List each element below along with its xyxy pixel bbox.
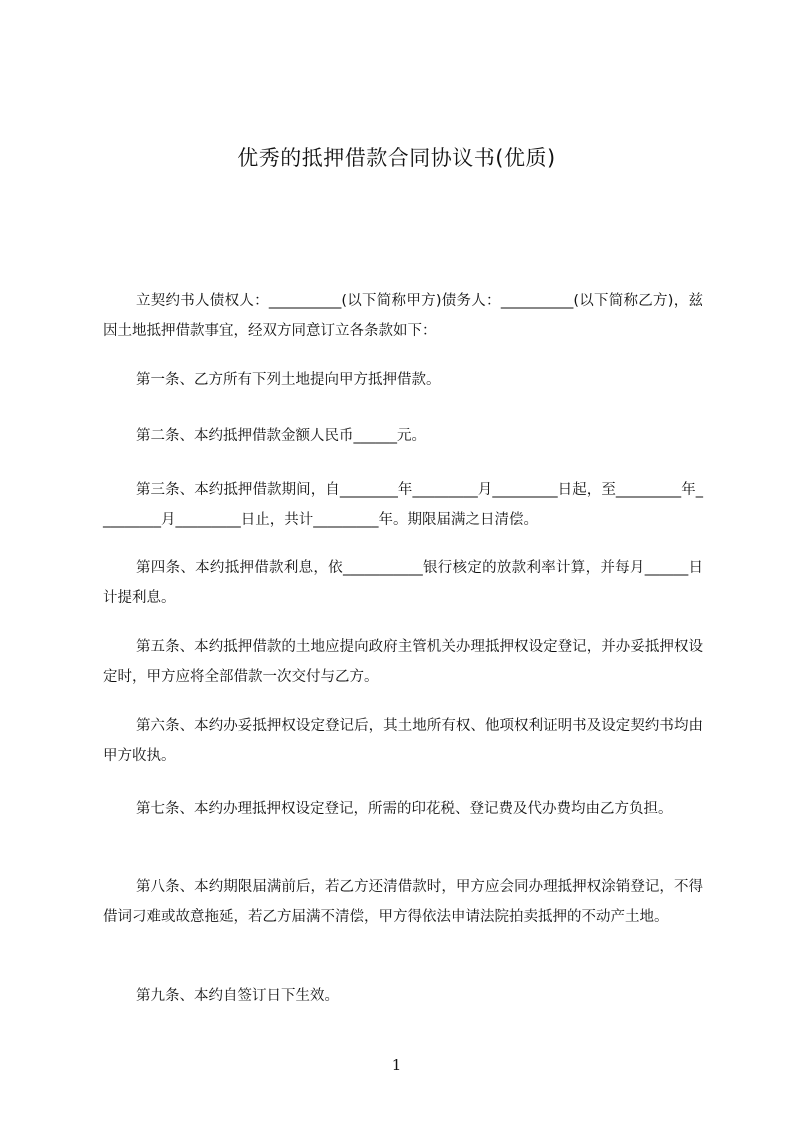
article-7-paragraph: 第七条、本约办理抵押权设定登记，所需的印花税、登记费及代办费均由乙方负担。	[136, 801, 673, 817]
page-number: 1	[391, 1056, 402, 1074]
document-title: 优秀的抵押借款合同协议书(优质)	[237, 146, 556, 170]
article-4-paragraph: 第四条、本约抵押借款利息，依___________银行核定的放款利率计算，并每月______日计提利息。	[103, 560, 703, 606]
article-6-paragraph: 第六条、本约办妥抵押权设定登记后，其土地所有权、他项权利证明书及设定契约书均由甲方收执。	[103, 718, 703, 764]
article-2-paragraph: 第二条、本约抵押借款金额人民币______元。	[136, 428, 426, 444]
article-8-paragraph: 第八条、本约期限届满前后，若乙方还清借款时，甲方应会同办理抵押权涂销登记，不得借词刁难或故意拖延，若乙方届满不清偿，甲方得依法申请法院拍卖抵押的不动产土地。	[103, 879, 703, 925]
contract-intro-paragraph: 立契约书人债权人：__________(以下简称甲方)债务人：__________(以下简称乙方)，兹因土地抵押借款事宜，经双方同意订立各条款如下：	[103, 293, 703, 339]
article-9-paragraph: 第九条、本约自签订日下生效。	[136, 988, 339, 1004]
article-3-paragraph: 第三条、本约抵押借款期间，自________年_________月_________日起，至_________年_________月_________日止，共计_________年。期限届满之日清偿。	[103, 482, 703, 528]
article-5-paragraph: 第五条、本约抵押借款的土地应提向政府主管机关办理抵押权设定登记，并办妥抵押权设定时，甲方应将全部借款一次交付与乙方。	[103, 639, 703, 685]
article-1-paragraph: 第一条、乙方所有下列土地提向甲方抵押借款。	[136, 372, 441, 388]
